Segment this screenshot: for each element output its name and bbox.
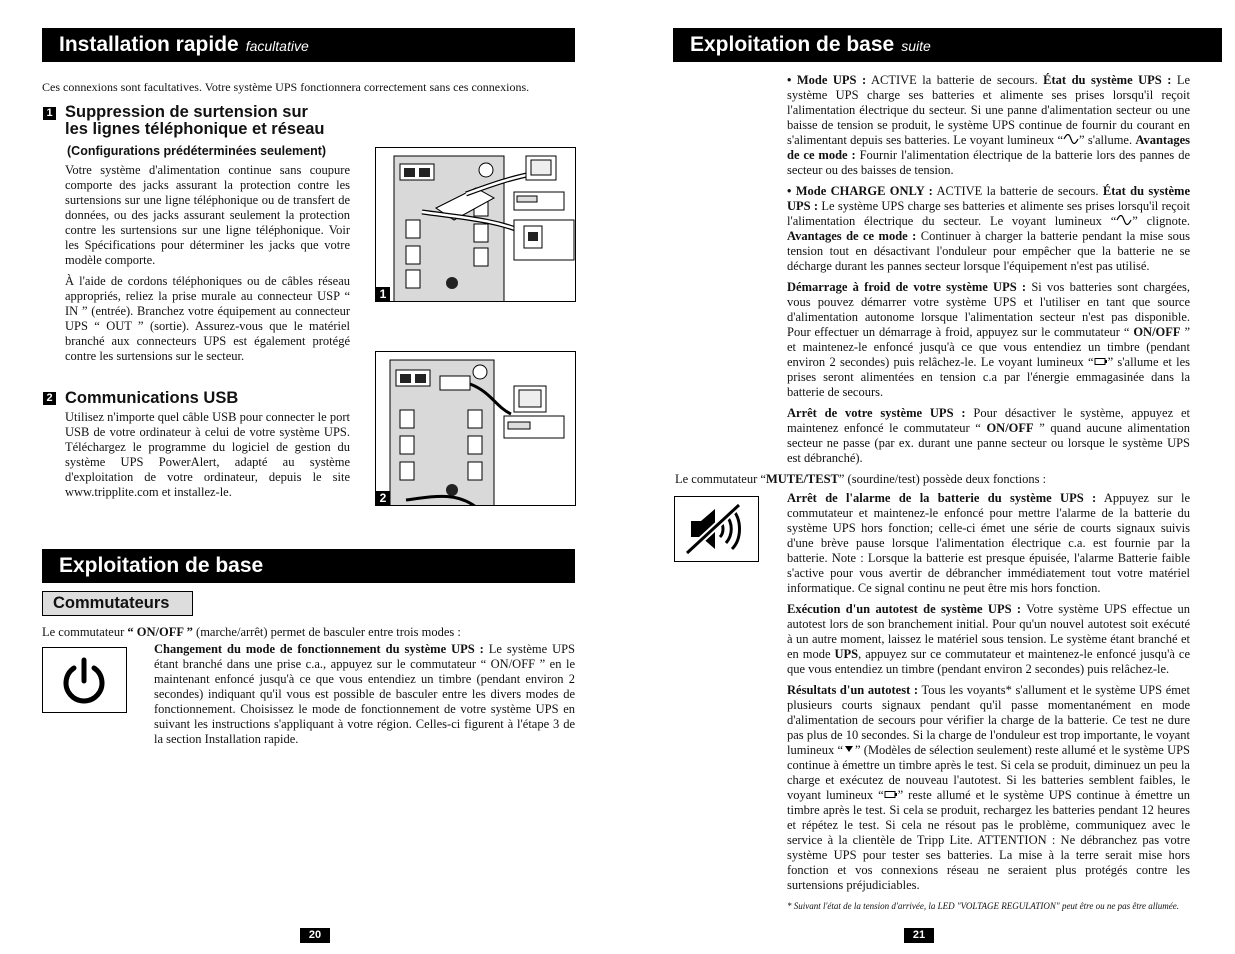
header-title: Exploitation de base — [690, 33, 895, 56]
header-exploitation-de-base: Exploitation de base — [42, 549, 575, 583]
sine-wave-icon — [1063, 134, 1079, 144]
mute-button-box — [674, 496, 759, 562]
self-test-results: Résultats d'un autotest : Tous les voyants* s'allument et le système UPS émet plusieurs courts signaux pendant qu'il passe momentanément en mode d'alimentation de secours pour vérifier la charge de la batterie. Ce test ne dure pas plus de 10 secondes. Si la charge de l'onduleur est trop importante, le voyant lumineux “ ” (Modèles de sélection seulement) reste allumé et le système UPS continue à émettre un timbre après le test. Si cela se produit, diminuez un peu la charge et exécutez de nouveau l'autotest. Si les batteries semblent faibles, le voyant lumineux “ ” reste allumé et le système UPS continue à émettre un timbre après le test. Si cela se produit, rechargez les batteries pendant 12 heures et répétez le test. Si cela ne résout pas le problème, communiquez avec le service à la clientèle de Tripp Lite. ATTENTION : Ne débranchez pas votre système UPS pour tester ses batteries. La mise à la terre serait mise hors fonction et vos connexions réseau ne seraient plus protégés contre les surtensions préjudiciables. — [787, 683, 1191, 892]
power-icon — [43, 648, 125, 711]
battery-icon — [884, 790, 898, 799]
shutdown: Arrêt de votre système UPS : Pour désactiver le système, appuyez et maintenez enfoncé le commutateur “ ON/OFF ” quand aucune alimentation secteur ne passe (par ex. durant une panne secteur ou lorsque le système UPS est débranché). — [787, 406, 1191, 465]
mute-functions-text — [787, 491, 1190, 896]
header-exploitation-suite — [673, 28, 1222, 62]
page-21 — [617, 0, 1235, 954]
mode-change-text: Changement du mode de fonctionnement du système UPS : Le système UPS étant branché dans une prise c.a., appuyez sur le commutateur “ ON/OFF ” en le maintenant enfoncé jusqu'à ce que vous entendiez un timbre (pendant environ 2 secondes) indiquant qu'il vous est possible de basculer entre les divers modes de fonctionnement. Choisissez le mode de fonctionnement de votre système UPS en suivant les instructions s'appliquant à votre région. Celles-ci figurent à l'étape 3 de la section Installation rapide. — [154, 642, 576, 746]
self-test: Exécution d'un autotest de système UPS : Votre système UPS effectue un autotest lors de son branchement initial. Pour qu'un nouvel autotest soit exécuté à un autre moment, laissez le matériel sous tension. Le système étant branché et en mode UPS, appuyez sur ce commutateur et maintenez-le enfoncé jusqu'à ce que vous entendiez un timbre (pendant environ 2 secondes) puis relâchez-le. — [787, 602, 1191, 676]
page-number-21: 21 — [904, 928, 934, 943]
speaker-mute-icon — [675, 497, 757, 560]
figure-1-number: 1 — [376, 287, 390, 301]
section-1-body: Votre système d'alimentation continue sans coupure comporte des jacks assurant la protection contre les surtensions sur une ligne téléphonique ou de transfert de données, ou des jacks assurant seulement la protection contre les surtensions sur une ligne téléphonique. Voir les Spécifications pour déterminer les jacks que votre modèle comporte. À l'aide de cordons téléphoniques ou de câbles réseau appropriés, reliez la prise murale au connecteur USP “ IN ” (entrée). Branchez votre équipement au connecteur UPS “ OUT ” (sortie). Assurez-vous que le matériel branché aux connecteurs UPS est également protégé contre les surtensions sur le secteur. — [65, 163, 350, 363]
figure-usb-diagram — [375, 351, 576, 506]
section-2-number: 2 — [43, 392, 56, 405]
sine-wave-icon — [1116, 215, 1132, 225]
page-20 — [0, 0, 617, 954]
phone-network-connection-diagram — [376, 148, 576, 302]
section-2-title: Communications USB — [65, 389, 239, 407]
footnote: * Suivant l'état de la tension d'arrivée, la LED "VOLTAGE REGULATION" peut être ou ne pas être allumée. — [787, 901, 1179, 911]
commutateurs-label: Commutateurs — [42, 591, 193, 616]
section-1-title: Suppression de surtension sur les lignes téléphonique et réseau — [65, 103, 325, 138]
usb-connection-diagram — [376, 352, 576, 506]
intro-text: Ces connexions sont facultatives. Votre système UPS fonctionnera correctement sans ces connexions. — [42, 80, 530, 94]
header-installation-rapide — [42, 28, 575, 62]
header-title: Installation rapide — [59, 33, 239, 56]
alarm-silence: Arrêt de l'alarme de la batterie du système UPS : Appuyez sur le commutateur et maintenez-le enfoncé pour mettre l'alarme de la batterie du système UPS hors fonction; celle-ci émet une série de courts signaux suivis d'une brève pause lorsque l'alimentation électrique c.a. est fournie par la batterie. Note : Lorsque la batterie est presque épuisée, l'alarme Batterie faible s'active pour vous avertir de débrancher immédiatement tout votre matériel informatique. Ce signal continu ne peut être mis hors fonction. — [787, 491, 1190, 595]
cold-start: Démarrage à froid de votre système UPS : Si vos batteries sont chargées, vous pouvez démarrer votre système UPS et l'utiliser en tant que source d'alimentation autonome lorsque l'alimentation secteur n'est pas disponible. Pour effectuer un démarrage à froid, appuyez sur le commutateur “ ON/OFF ” et maintenez-le enfoncé jusqu'à ce que vous entendiez un timbre (pendant environ 2 secondes) puis relâchez-le. Le voyant lumineux “ ” s'allume et les prises seront alimentées en tension c.a par l'énergie emmagasinée dans la batterie de secours. — [787, 280, 1191, 399]
section-1-note: (Configurations prédéterminées seulement) — [67, 144, 327, 158]
figure-phone-network-diagram — [375, 147, 576, 302]
power-button-box — [42, 647, 127, 713]
mute-intro: Le commutateur “MUTE/TEST” (sourdine/test) possède deux fonctions : — [675, 472, 1047, 486]
section-1-number: 1 — [43, 107, 56, 120]
page-number-20: 20 — [300, 928, 330, 943]
battery-icon — [1094, 357, 1108, 366]
header-subtitle: facultative — [245, 38, 309, 54]
modes-text — [787, 73, 1190, 469]
ups-mode: • Mode UPS : ACTIVE la batterie de secours. État du système UPS : Le système UPS charge ses batteries et alimente ses prises lorsqu'il reçoit l'alimentation électrique du secteur. Si une panne d'alimentation secteur ou une baisse de tension se produit, le système UPS continue de fournir du courant en s'alimentant depuis ses batteries. Le voyant lumineux “ ” s'allume. Avantages de ce mode : Fournir l'alimentation électrique de la batterie lors des pannes de secteur ou des baisses de tension. — [787, 73, 1191, 177]
overload-icon — [843, 744, 855, 754]
charge-only-mode: • Mode CHARGE ONLY : ACTIVE la batterie de secours. État du système UPS : Le système UPS charge ses batteries et alimente ses prises lorsqu'il reçoit l'alimentation électrique du secteur. Le voyant lumineux “ ” clignote. Avantages de ce mode : Continuer à charger la batterie pendant la mise sous tension tout en désactivant l'onduleur pour empêcher que la batterie ne se décharge durant les pannes secteur lorsque l'équipement n'est pas utilisé. — [787, 184, 1191, 273]
header-subtitle: suite — [901, 38, 931, 54]
section-2-body: Utilisez n'importe quel câble USB pour connecter le port USB de votre ordinateur à celui de votre système UPS. Téléchargez le programme du logiciel de gestion du système UPS PowerAlert, adapté au système d'exploitation de votre ordinateur, depuis le site www.tripplite.com et installez-le. — [65, 410, 350, 499]
switch-intro: Le commutateur “ ON/OFF ” (marche/arrêt) permet de basculer entre trois modes : — [42, 625, 461, 639]
figure-2-number: 2 — [376, 491, 390, 505]
